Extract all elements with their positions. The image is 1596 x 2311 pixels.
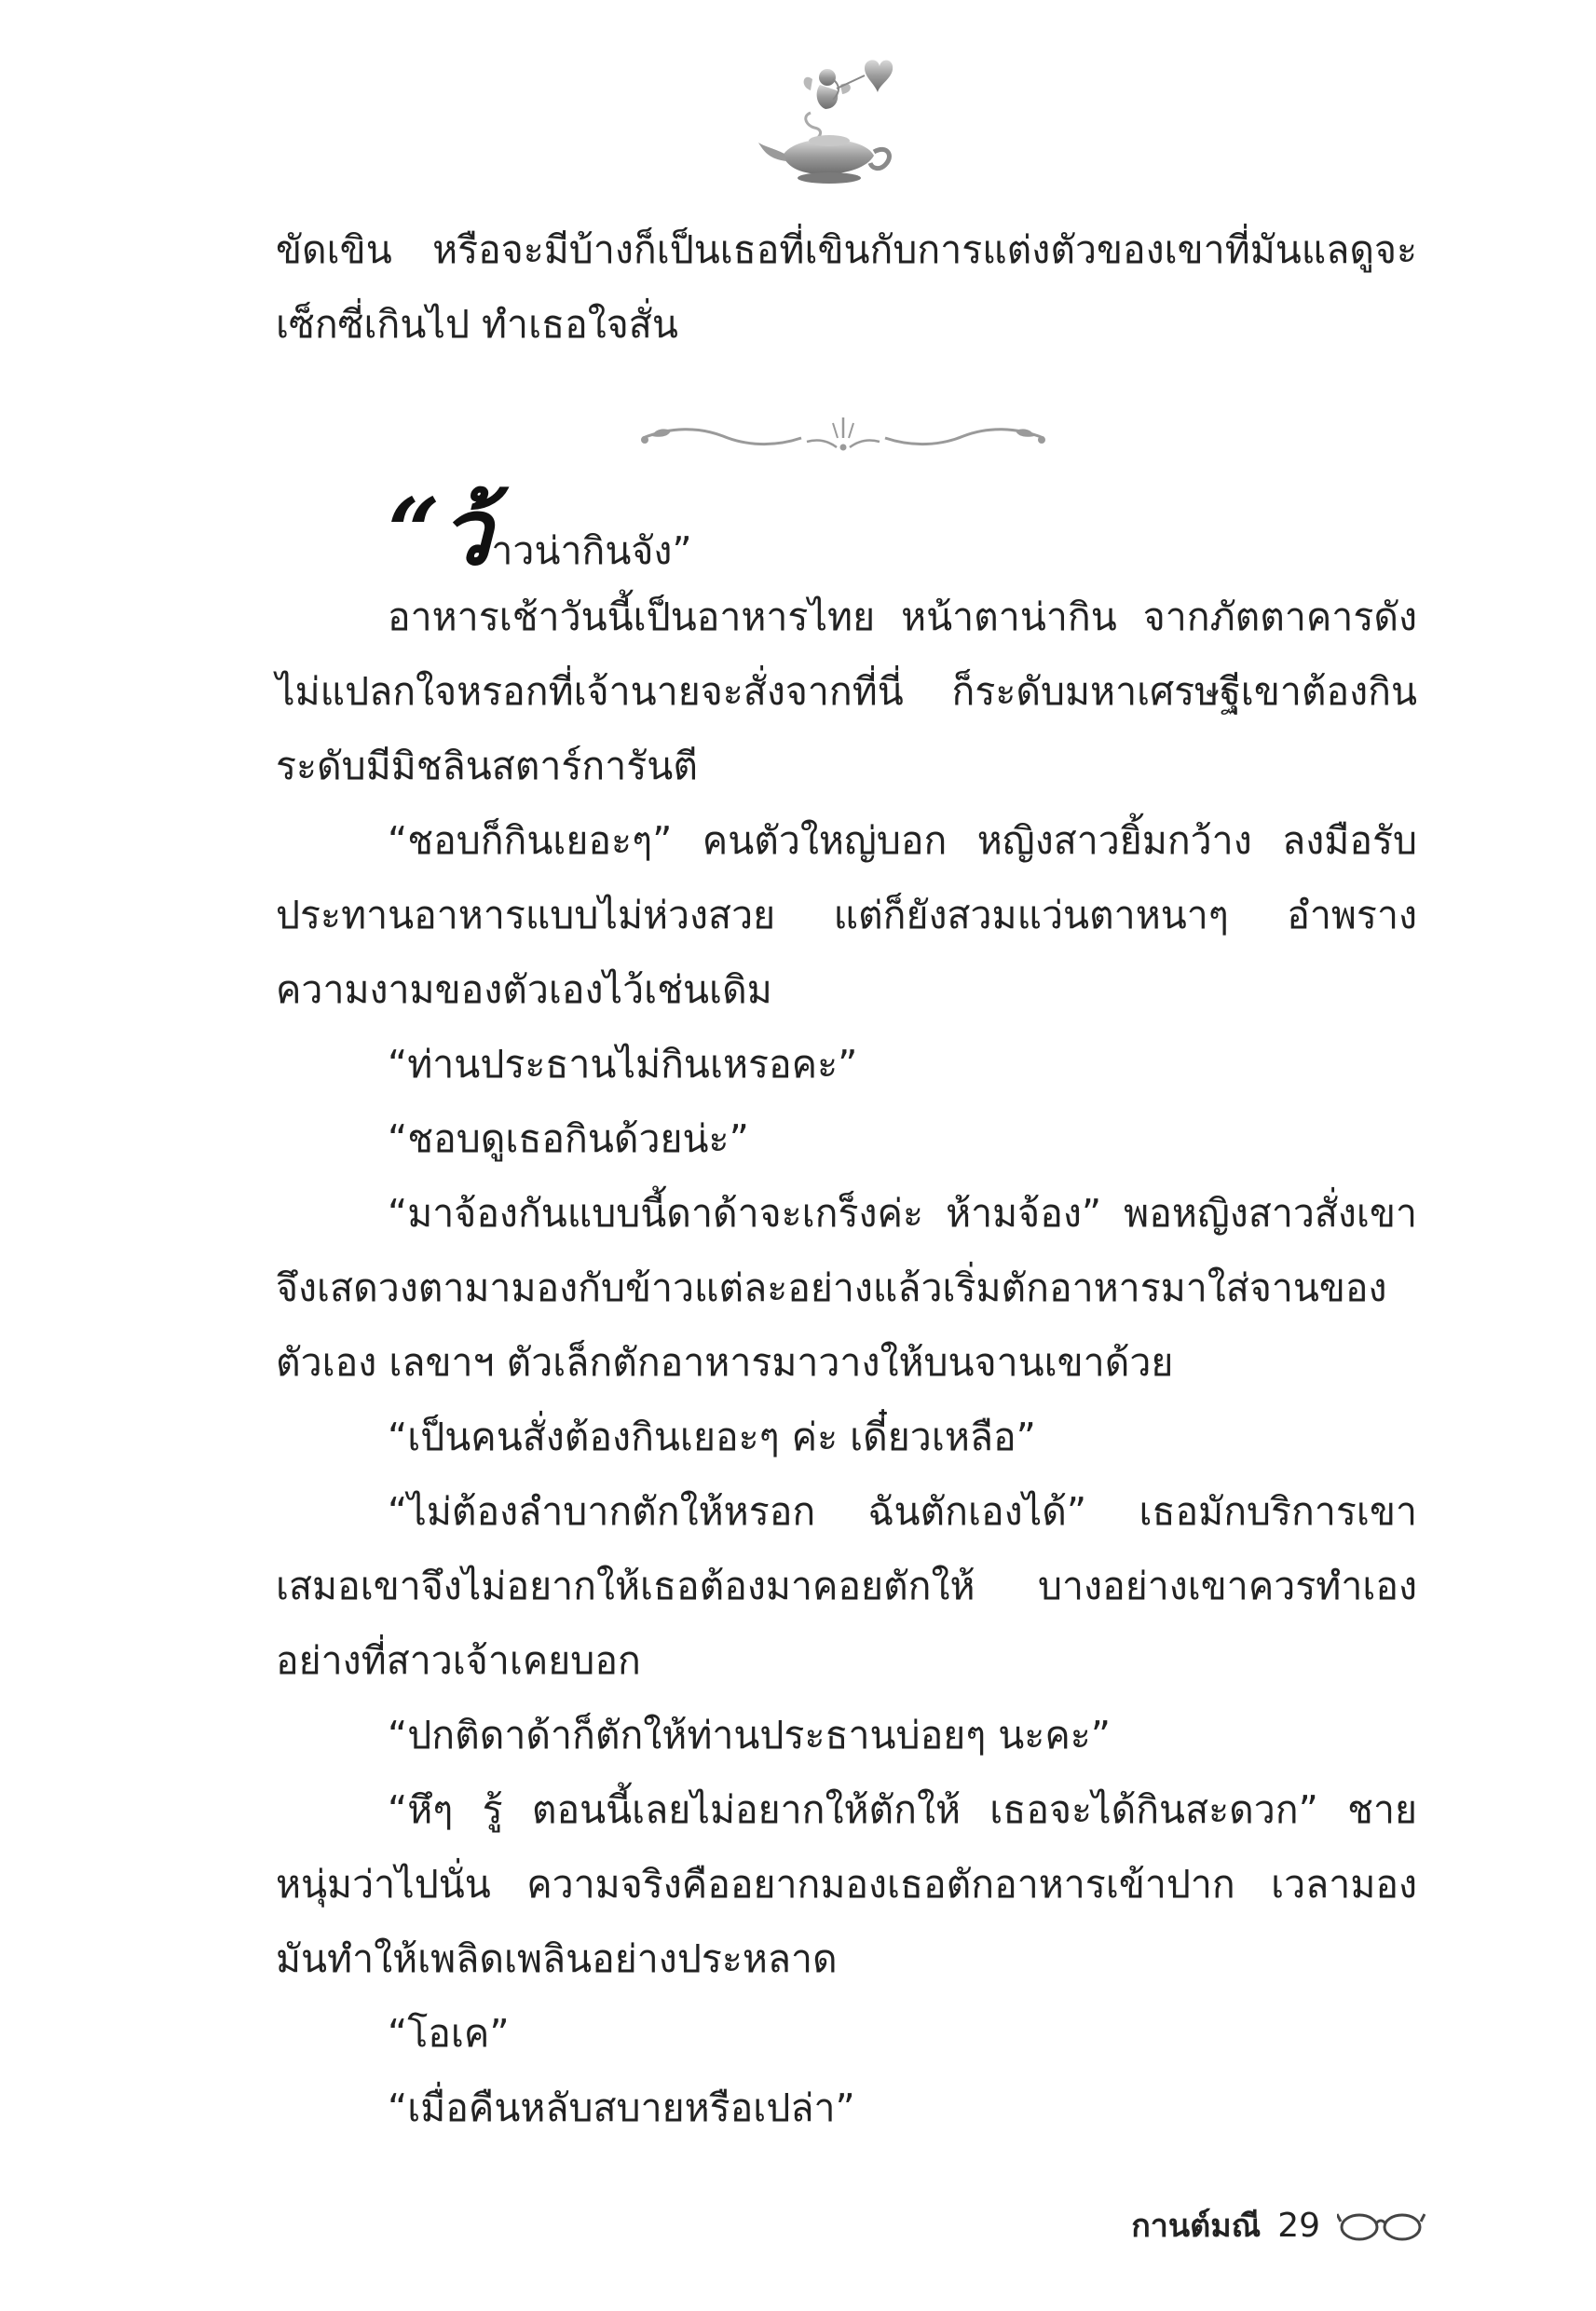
dropcap: “ว้ — [388, 479, 492, 586]
footer-author: กานต์มณี — [1131, 2208, 1262, 2245]
flourish-divider-icon — [634, 410, 1053, 464]
paragraph: “เป็นคนสั่งต้องกินเยอะๆ ค่ะ เดี๋ยวเหลือ” — [388, 1415, 1036, 1459]
paragraph: “ปกติดาด้าก็ตักให้ท่านประธานบ่อยๆ นะคะ” — [388, 1713, 1112, 1757]
paragraph: “ชอบก็กินเยอะๆ” คนตัวใหญ่บอก หญิงสาวยิ้มกว้าง ลงมือรับประทานอาหารแบบไม่ห่วงสวย แต่ก็ยังสวมแว่นตาหนาๆ อำพรางความงามของตัวเองไว้เช่นเดิม — [276, 818, 1417, 1012]
paragraph: “ไม่ต้องลำบากตักให้หรอก ฉันตักเองได้” เธอมักบริการเขาเสมอเขาจึงไม่อยากให้เธอต้องมาคอยตักให้ บางอย่างเขาควรทำเอง อย่างที่สาวเจ้าเคยบอก — [276, 1489, 1417, 1683]
paragraph: อาหารเช้าวันนี้เป็นอาหารไทย หน้าตาน่ากิน จากภัตตาคารดังไม่แปลกใจหรอกที่เจ้านายจะสั่งจากที่นี่ ก็ระดับมหาเศรษฐีเขาต้องกินระดับมีมิชลินสตาร์การันตี — [276, 595, 1417, 788]
glasses-icon — [1337, 2207, 1425, 2244]
paragraph: “ท่านประธานไม่กินเหรอคะ” — [388, 1042, 858, 1087]
paragraph: “หึๆ รู้ ตอนนี้เลยไม่อยากให้ตักให้ เธอจะได้กินสะดวก” ชายหนุ่มว่าไปนั่น ความจริงคืออยากมองเธอตักอาหารเข้าปาก เวลามองมันทำให้เพลิดเพลินอย่างประหลาด — [276, 1787, 1417, 1981]
page-number: 29 — [1277, 2206, 1320, 2245]
paragraph: “มาจ้องกันแบบนี้ดาด้าจะเกร็งค่ะ ห้ามจ้อง” พอหญิงสาวสั่งเขาจึงเสดวงตามามองกับข้าวแต่ละอย่างแล้วเริ่มตักอาหารมาใส่จานของตัวเอง เลขาฯ ตัวเล็กตักอาหารมาวางให้บนจานเขาด้วย — [276, 1191, 1417, 1385]
first-line-text: าวน่ากินจัง” — [491, 528, 692, 573]
paragraph: “โอเค” — [388, 2011, 510, 2056]
paragraph: “เมื่อคืนหลับสบายหรือเปล่า” — [388, 2085, 855, 2130]
opening-paragraph: ขัดเขิน หรือจะมีบ้างก็เป็นเธอที่เขินกับการแต่งตัวของเขาที่มันแลดูจะเซ็กซี่เกินไป ทำเธอใจสั่น — [276, 227, 1417, 347]
chapter-body — [276, 479, 1417, 2145]
cupid-teapot-icon — [755, 51, 904, 191]
paragraph: “ชอบดูเธอกินด้วยน่ะ” — [388, 1116, 749, 1161]
chapter-first-line — [276, 479, 1417, 586]
page-footer — [1071, 2197, 1425, 2253]
